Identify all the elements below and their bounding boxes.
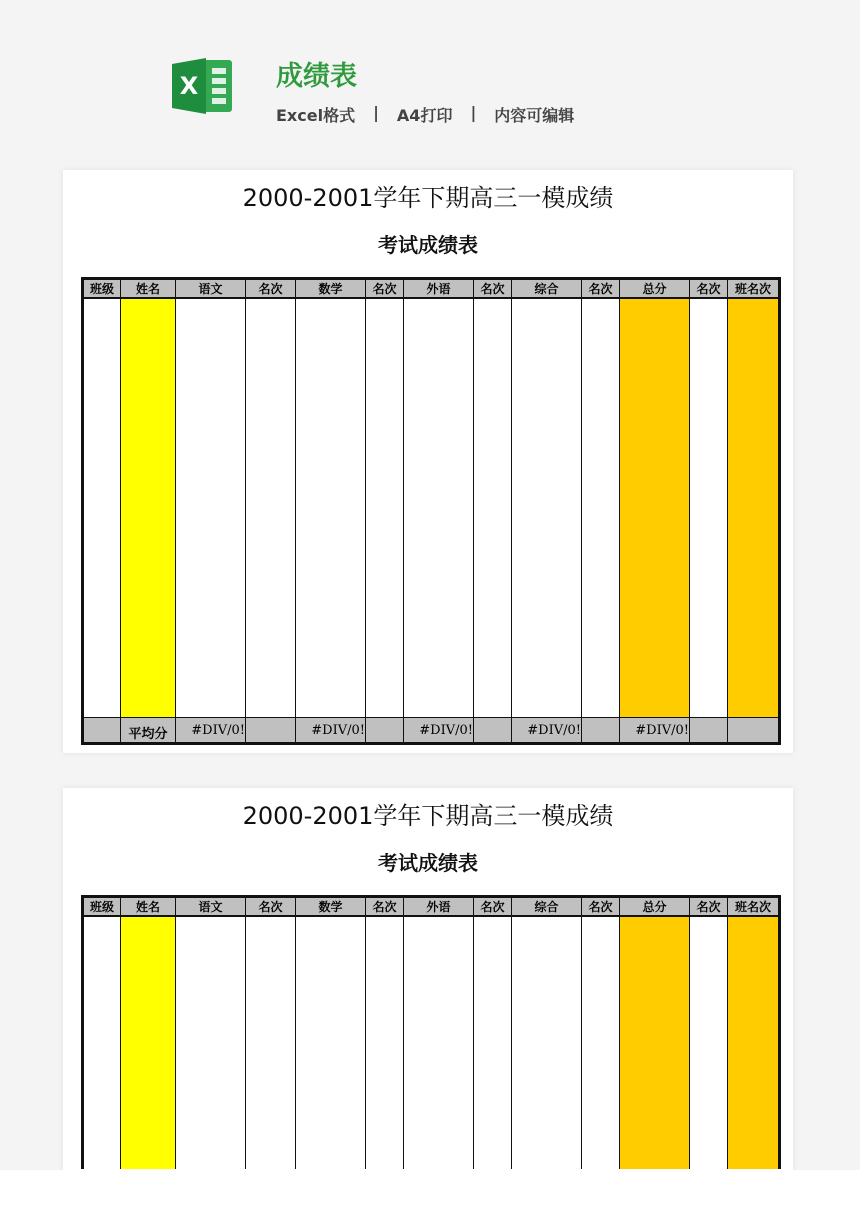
data-cell[interactable] <box>366 298 404 718</box>
tag-print: A4打印 <box>396 106 453 125</box>
column-header[interactable]: 名次 <box>474 897 512 917</box>
footer-cell[interactable] <box>474 718 512 744</box>
footer-cell[interactable]: 平均分 <box>121 718 176 744</box>
data-cell[interactable] <box>296 916 366 1169</box>
separator: | <box>373 103 379 122</box>
column-header[interactable]: 班名次 <box>728 897 780 917</box>
data-cell[interactable] <box>728 298 780 718</box>
column-header[interactable]: 名次 <box>366 897 404 917</box>
footer-cell[interactable] <box>728 718 780 744</box>
footer-cell[interactable]: #DIV/0! <box>512 718 582 744</box>
column-header[interactable]: 数学 <box>296 279 366 299</box>
data-cell[interactable] <box>83 298 121 718</box>
footer-cell[interactable]: #DIV/0! <box>404 718 474 744</box>
data-cell[interactable] <box>366 916 404 1169</box>
data-cell[interactable] <box>728 916 780 1169</box>
excel-logo-icon <box>172 56 234 116</box>
tag-format: Excel格式 <box>276 106 356 125</box>
data-cell[interactable] <box>404 916 474 1169</box>
footer-cell[interactable]: #DIV/0! <box>176 718 246 744</box>
footer-cell[interactable] <box>83 718 121 744</box>
data-cell[interactable] <box>246 916 296 1169</box>
column-header[interactable]: 语文 <box>176 897 246 917</box>
data-cell[interactable] <box>176 916 246 1169</box>
data-cell[interactable] <box>620 298 690 718</box>
svg-text:X: X <box>179 72 199 100</box>
footer-cell[interactable] <box>690 718 728 744</box>
column-header[interactable]: 综合 <box>512 279 582 299</box>
sheet-subtitle: 考试成绩表 <box>378 851 478 875</box>
data-cell[interactable] <box>512 298 582 718</box>
footer-cell[interactable] <box>366 718 404 744</box>
data-cell[interactable] <box>582 298 620 718</box>
score-table <box>81 895 781 1169</box>
sheet-title: 2000-2001学年下期高三一模成绩 <box>242 184 614 212</box>
column-header[interactable]: 名次 <box>690 897 728 917</box>
doc-title: 成绩表 <box>276 61 357 92</box>
sheet-title: 2000-2001学年下期高三一模成绩 <box>242 802 614 830</box>
column-header[interactable]: 班级 <box>83 279 121 299</box>
header <box>0 0 860 160</box>
score-table <box>81 277 781 745</box>
data-cell[interactable] <box>121 298 176 718</box>
page-preview-2 <box>63 788 793 1170</box>
column-header[interactable]: 班名次 <box>728 279 780 299</box>
column-header[interactable]: 名次 <box>582 897 620 917</box>
footer-cell[interactable] <box>582 718 620 744</box>
tag-editable: 内容可编辑 <box>494 106 575 125</box>
data-cell[interactable] <box>246 298 296 718</box>
footer-cell[interactable] <box>246 718 296 744</box>
data-cell[interactable] <box>690 298 728 718</box>
data-cell[interactable] <box>176 298 246 718</box>
sheet-subtitle: 考试成绩表 <box>378 233 478 257</box>
column-header[interactable]: 数学 <box>296 897 366 917</box>
column-header[interactable]: 姓名 <box>121 279 176 299</box>
data-cell[interactable] <box>690 916 728 1169</box>
column-header[interactable]: 外语 <box>404 279 474 299</box>
column-header[interactable]: 名次 <box>690 279 728 299</box>
column-header[interactable]: 姓名 <box>121 897 176 917</box>
data-cell[interactable] <box>296 298 366 718</box>
data-cell[interactable] <box>512 916 582 1169</box>
column-header[interactable]: 总分 <box>620 279 690 299</box>
doc-tags <box>276 103 574 126</box>
footer-cell[interactable]: #DIV/0! <box>296 718 366 744</box>
data-cell[interactable] <box>404 298 474 718</box>
column-header[interactable]: 名次 <box>474 279 512 299</box>
data-cell[interactable] <box>620 916 690 1169</box>
footer-cell[interactable]: #DIV/0! <box>620 718 690 744</box>
data-cell[interactable] <box>474 298 512 718</box>
data-cell[interactable] <box>474 916 512 1169</box>
column-header[interactable]: 名次 <box>582 279 620 299</box>
column-header[interactable]: 语文 <box>176 279 246 299</box>
separator: | <box>470 103 477 122</box>
column-header[interactable]: 名次 <box>246 897 296 917</box>
column-header[interactable]: 综合 <box>512 897 582 917</box>
column-header[interactable]: 班级 <box>83 897 121 917</box>
page-preview-1 <box>63 170 793 753</box>
column-header[interactable]: 名次 <box>366 279 404 299</box>
column-header[interactable]: 外语 <box>404 897 474 917</box>
bottom-area <box>0 1170 860 1219</box>
column-header[interactable]: 总分 <box>620 897 690 917</box>
data-cell[interactable] <box>83 916 121 1169</box>
column-header[interactable]: 名次 <box>246 279 296 299</box>
data-cell[interactable] <box>582 916 620 1169</box>
data-cell[interactable] <box>121 916 176 1169</box>
